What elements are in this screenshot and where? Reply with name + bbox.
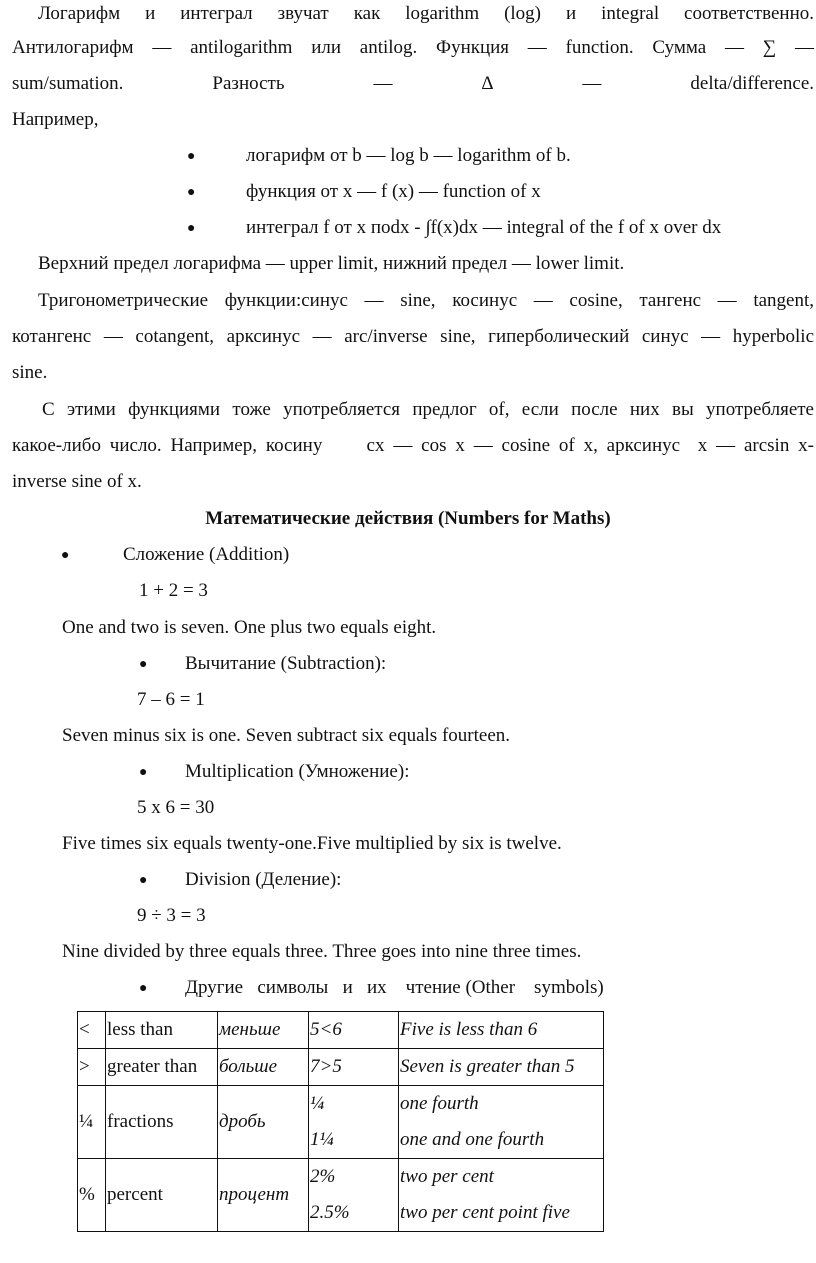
bullet-icon: ● [187,221,196,236]
example-line: 2.5% [310,1202,350,1223]
table-cell-russian: меньше [218,1012,309,1049]
bullet-icon: ● [61,548,70,563]
table-cell-example: 7>5 [309,1049,399,1086]
paragraph-4-line-2: какое-либо число. Например, косину cx — cos x — cosine of x, арксинус x — arcsin x- [12,435,814,456]
operation-sentence: Seven minus six is one. Seven subtract six equals fourteen. [62,725,511,746]
table-cell-symbol: > [78,1049,106,1086]
table-cell-reading [399,1086,604,1159]
example-line: ¼ [310,1093,325,1114]
table-cell-symbol: ¼ [78,1086,106,1159]
table-cell-symbol: < [78,1012,106,1049]
table-row [78,1049,604,1086]
operation-formula: 7 – 6 = 1 [137,689,205,710]
table-cell-russian: дробь [218,1086,309,1159]
operation-formula: 5 x 6 = 30 [137,797,215,818]
table-cell-reading: Seven is greater than 5 [399,1049,604,1086]
table-cell-english: percent [106,1159,218,1232]
table-cell-symbol: % [78,1159,106,1232]
example-line: 1¼ [310,1129,334,1150]
reading-line: one and one fourth [400,1129,545,1150]
paragraph-3-line-1: Тригонометрические функции:синус — sine, косинус — cosine, тангенс — tangent, [38,290,814,311]
table-cell-russian: больше [218,1049,309,1086]
list-item: интеграл f от x поdx - ∫f(x)dx — integral of the f of x over dx [246,217,722,238]
bullet-icon: ● [139,765,148,780]
paragraph-1-line-1: Логарифм и интеграл звучат как logarithm (log) и integral соответственно. [38,3,814,24]
symbols-table [77,1011,604,1232]
paragraph-3-line-3: sine. [12,362,48,383]
paragraph-1-line-2: Антилогарифм — antilogarithm или antilog. Функция — function. Сумма — ∑ — [12,37,814,58]
reading-line: two per cent point five [400,1202,570,1223]
reading-line: one fourth [400,1093,479,1114]
table-cell-example: 5<6 [309,1012,399,1049]
paragraph-1-line-3: sum/sumation. Разность — ∆ — delta/difference. [12,73,814,94]
section-heading: Математические действия (Numbers for Maths) [205,508,611,529]
table-row [78,1012,604,1049]
operation-formula: 9 ÷ 3 = 3 [137,905,206,926]
table-cell-reading: Five is less than 6 [399,1012,604,1049]
table-cell-english: fractions [106,1086,218,1159]
operation-sentence: Nine divided by three equals three. Three goes into nine three times. [62,941,582,962]
operation-sentence: Five times six equals twenty-one.Five multiplied by six is twelve. [62,833,562,854]
operation-formula: 1 + 2 = 3 [139,580,208,601]
reading-line: two per cent [400,1166,494,1187]
example-line: 2% [310,1166,336,1187]
bullet-icon: ● [139,981,148,996]
other-symbols-title: Другие символы и их чтение (Other symbols) [185,977,604,998]
operation-title: Multiplication (Умножение): [185,761,410,782]
bullet-icon: ● [187,149,196,164]
operation-title: Сложение (Addition) [123,544,290,565]
bullet-icon: ● [187,185,196,200]
bullet-icon: ● [139,657,148,672]
list-item: функция от x — f (x) — function of x [246,181,541,202]
bullet-icon: ● [139,873,148,888]
paragraph-3-line-2: котангенс — cotangent, арксинус — arc/inverse sine, гиперболический синус — hyperbolic [12,326,814,347]
table-cell-english: greater than [106,1049,218,1086]
table-cell-example [309,1086,399,1159]
paragraph-2: Верхний предел логарифма — upper limit, нижний предел — lower limit. [38,253,625,274]
table-cell-english: less than [106,1012,218,1049]
paragraph-4-line-1: С этими функциями тоже употребляется предлог of, если после них вы употребляете [42,399,814,420]
operation-title: Вычитание (Subtraction): [185,653,387,674]
table-row [78,1159,604,1232]
table-cell-russian: процент [218,1159,309,1232]
paragraph-1-line-4: Например, [12,109,99,130]
operation-sentence: One and two is seven. One plus two equals eight. [62,617,437,638]
table-cell-example [309,1159,399,1232]
list-item: логарифм от b — log b — logarithm of b. [246,145,571,166]
operation-title: Division (Деление): [185,869,342,890]
table-row [78,1086,604,1159]
paragraph-4-line-3: inverse sine of x. [12,471,142,492]
table-cell-reading [399,1159,604,1232]
